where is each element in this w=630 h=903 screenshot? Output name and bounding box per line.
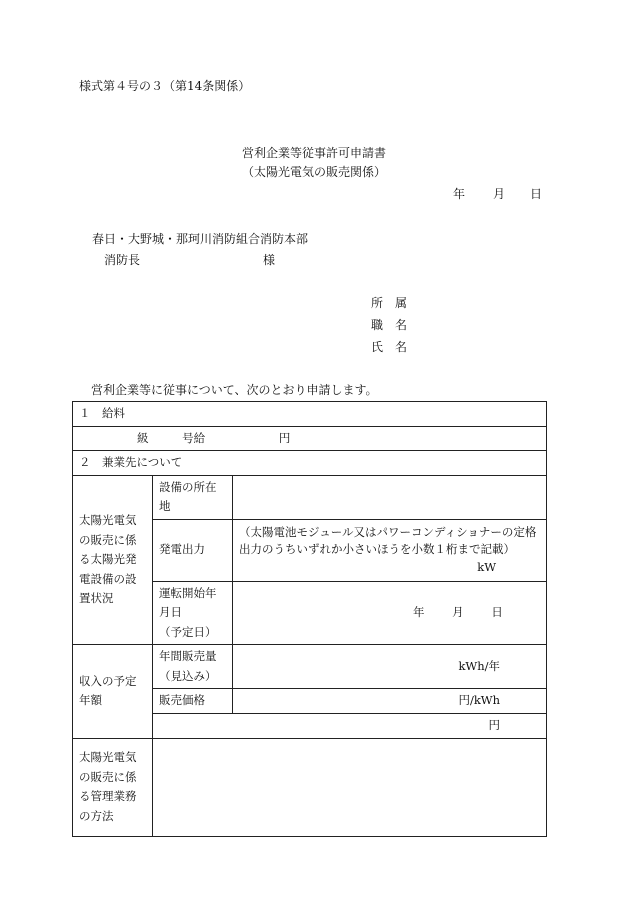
income-label: 収入の予定年額 — [73, 645, 153, 738]
step-label: 号給 — [182, 430, 206, 445]
management-method-value[interactable] — [153, 738, 547, 836]
start-date-value[interactable] — [233, 581, 547, 645]
start-date-label-line2: （予定日） — [159, 624, 217, 639]
income-total-value[interactable] — [153, 714, 547, 739]
date-month: 月 — [493, 187, 506, 201]
document-title: 営利企業等従事許可申請書 — [242, 146, 387, 160]
annual-sales-label-line2: （見込み） — [159, 668, 217, 683]
annual-sales-label-line1: 年間販売量 — [159, 649, 217, 664]
start-date-label — [153, 581, 233, 645]
output-note: （太陽電池モジュール又はパワーコンディショナーの定格出力のうちいずれか小さいほうを小数１桁まで記載） — [239, 524, 537, 557]
output-value[interactable] — [233, 519, 547, 581]
application-table — [72, 401, 547, 837]
facility-status-label: 太陽光電気の販売に係る太陽光発電設備の設置状況 — [73, 475, 153, 645]
location-label: 設備の所在地 — [153, 475, 233, 519]
applicant-job-title-label: 職 名 — [371, 318, 408, 332]
income-total-unit: 円 — [488, 718, 501, 733]
salary-row[interactable] — [73, 426, 547, 451]
price-unit: 円/kWh — [458, 693, 501, 708]
addressee-org: 春日・大野城・那珂川消防組合消防本部 — [92, 232, 309, 246]
document-subtitle: （太陽光電気の販売関係） — [242, 165, 387, 179]
section-salary-header: １ 給料 — [73, 402, 547, 427]
start-year: 年 — [413, 605, 425, 620]
applicant-affiliation-label: 所 属 — [371, 296, 408, 310]
date-day: 日 — [530, 187, 543, 201]
annual-sales-unit: kWh/年 — [458, 659, 501, 674]
grade-label: 級 — [137, 430, 149, 445]
price-label: 販売価格 — [153, 689, 233, 714]
annual-sales-label — [153, 645, 233, 689]
location-value[interactable] — [233, 475, 547, 519]
form-number: 様式第４号の３（第14条関係） — [79, 79, 251, 93]
output-unit: kW — [477, 560, 497, 575]
start-month: 月 — [452, 605, 464, 620]
addressee-honorific: 様 — [263, 253, 276, 267]
intro-text: 営利企業等に従事について、次のとおり申請します。 — [91, 383, 378, 397]
management-method-label: 太陽光電気の販売に係る管理業務の方法 — [73, 738, 153, 836]
applicant-name-label: 氏 名 — [371, 340, 408, 354]
addressee-position: 消防長 — [104, 253, 141, 267]
start-date-label-line1: 運転開始年月日 — [159, 585, 217, 620]
date-year: 年 — [453, 187, 466, 201]
annual-sales-value[interactable] — [233, 645, 547, 689]
section-employer-header: ２ 兼業先について — [73, 451, 547, 476]
start-day: 日 — [491, 605, 503, 620]
price-value[interactable] — [233, 689, 547, 714]
output-label: 発電出力 — [153, 519, 233, 581]
salary-yen-unit: 円 — [278, 430, 291, 445]
